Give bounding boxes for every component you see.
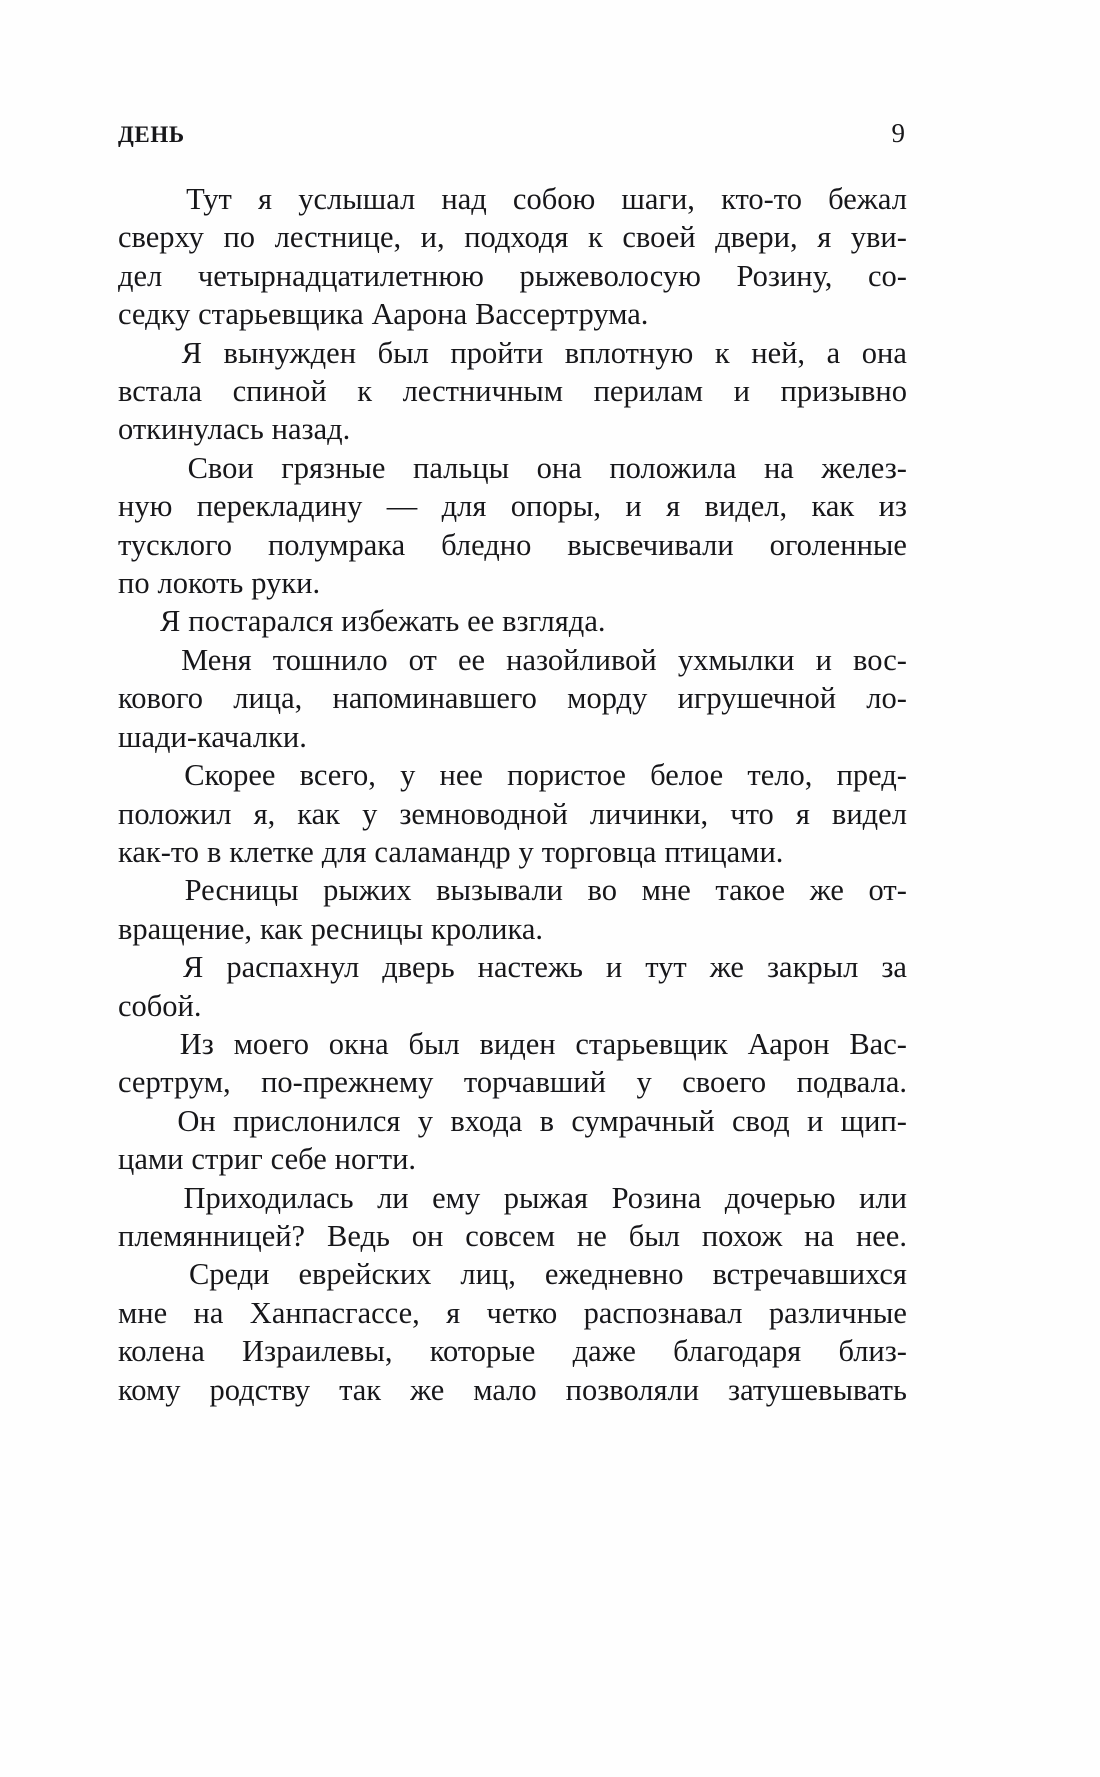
word: к [357, 374, 373, 409]
word: ее [457, 642, 486, 677]
word: кому [118, 1372, 181, 1407]
word: лиц, [460, 1257, 516, 1292]
word: в [539, 1103, 554, 1138]
word: пройти [450, 335, 544, 370]
word: мне [118, 1295, 168, 1330]
word: опоры, [510, 489, 601, 524]
paragraph-indent [118, 756, 160, 794]
word: тошнило [272, 642, 388, 677]
word: ему [432, 1180, 481, 1215]
word: лица, [233, 681, 303, 716]
word: же [809, 873, 844, 908]
text-line [118, 1332, 907, 1370]
word: Розина [611, 1180, 702, 1215]
word: входа [450, 1103, 523, 1138]
word: и, [420, 220, 445, 255]
word: собою [512, 182, 596, 216]
word: сертрум, [118, 1065, 231, 1100]
word: вплотную [564, 335, 694, 370]
word: торчавший [463, 1065, 606, 1100]
word: встречавшихся [712, 1257, 907, 1292]
word: четырнадцатилетнюю [197, 258, 484, 293]
word: и [605, 950, 623, 985]
word: к [714, 335, 730, 370]
word: на [804, 1218, 835, 1253]
word: такое [715, 873, 786, 908]
running-head-title: ДЕНЬ [118, 122, 185, 147]
word: Ханпасгассе, [249, 1295, 420, 1330]
paragraph-indent [118, 1025, 160, 1063]
word: дочерью [724, 1180, 836, 1215]
word: дверь [382, 950, 455, 985]
text-line [118, 449, 907, 487]
text-line [118, 679, 907, 717]
line-text: откинулась назад. [118, 412, 351, 447]
word: от- [868, 873, 907, 908]
word: и [733, 374, 750, 409]
word: над [441, 182, 487, 216]
word: Скорее [184, 758, 276, 793]
text-line [118, 987, 907, 1025]
word: для [441, 489, 487, 524]
word: двери, [715, 220, 798, 255]
text-line [118, 641, 907, 679]
text-line [118, 871, 907, 909]
word: грязные [281, 450, 386, 485]
word: своего [682, 1065, 767, 1100]
line-text: цами стриг себе ногти. [118, 1142, 417, 1177]
word: не [576, 1218, 607, 1253]
paragraph [118, 641, 907, 756]
paragraph [118, 1025, 907, 1102]
word: ную [118, 489, 173, 524]
word: у [362, 796, 378, 831]
word: напоминавшего [332, 681, 537, 716]
text-line [118, 756, 907, 794]
word: пред- [836, 758, 907, 793]
text-line [118, 1063, 907, 1101]
word: белое [650, 758, 724, 793]
line-text: шади-качалки. [118, 719, 307, 754]
word: тусклого [118, 527, 233, 562]
word: она [536, 450, 582, 485]
text-line [118, 1294, 907, 1332]
word: так [339, 1372, 382, 1407]
word: ежедневно [544, 1257, 684, 1292]
word: я [258, 182, 273, 216]
word: рыжих [323, 873, 412, 908]
word: бежал [828, 182, 907, 216]
word: видел, [704, 489, 788, 524]
word: был [377, 335, 429, 370]
word: бледно [441, 527, 532, 562]
word: Ведь [327, 1218, 390, 1253]
word: шаги, [621, 182, 695, 216]
page-number: 9 [891, 118, 905, 148]
word: пористое [507, 758, 626, 793]
word: или [859, 1180, 907, 1215]
text-line [118, 1217, 907, 1255]
word: перилам [593, 374, 704, 409]
word: Из [179, 1026, 214, 1061]
text-line [118, 910, 907, 948]
word: тело, [747, 758, 813, 793]
word: к [587, 220, 603, 255]
word: по-прежнему [261, 1065, 434, 1100]
text-line [118, 526, 907, 564]
paragraph [118, 1102, 907, 1179]
text-line [118, 948, 907, 986]
text-line [118, 180, 907, 218]
word: полумрака [267, 527, 406, 562]
text-line [118, 257, 907, 295]
text-line [118, 1371, 907, 1409]
word: мне [641, 873, 691, 908]
word: высвечивали [567, 527, 734, 562]
text-line [118, 602, 907, 640]
word: Израилевы, [242, 1334, 393, 1369]
word: тут [645, 950, 687, 985]
word: ней, [751, 335, 806, 370]
word: распознавал [583, 1295, 743, 1330]
word: старьевщик [575, 1026, 728, 1061]
word: и [815, 642, 832, 677]
word: Розину, [736, 258, 833, 293]
word: Тут [186, 182, 232, 216]
text-line [118, 410, 907, 448]
word: у [636, 1065, 652, 1100]
word: рыжая [503, 1180, 589, 1215]
text-line [118, 487, 907, 525]
line-text: по локоть руки. [118, 566, 321, 601]
word: затушевывать [728, 1372, 907, 1407]
word: желез- [821, 450, 907, 485]
word: игрушечной [677, 681, 837, 716]
word: которые [429, 1334, 536, 1369]
word: я [817, 220, 832, 255]
text-line [118, 1179, 907, 1217]
word: положил [118, 796, 232, 831]
word: вызывали [436, 873, 563, 908]
word: Я [181, 335, 202, 370]
word: Среди [188, 1257, 270, 1292]
paragraph-indent [118, 449, 160, 487]
text-line [118, 833, 907, 871]
paragraph-indent [118, 641, 160, 679]
word: близ- [838, 1334, 907, 1369]
word: сверху [118, 220, 204, 255]
word: она [861, 335, 907, 370]
word: во [587, 873, 617, 908]
paragraph-indent [118, 180, 160, 218]
line-text: Я постарался избежать ее взгляда. [160, 604, 606, 639]
word: я [795, 796, 810, 831]
word: у [400, 758, 416, 793]
word: моего [233, 1026, 310, 1061]
word: был [628, 1218, 680, 1253]
word: был [408, 1026, 460, 1061]
word: своей [622, 220, 696, 255]
word: совсем [465, 1218, 556, 1253]
text-line [118, 218, 907, 256]
word: у [417, 1103, 433, 1138]
word: еврейских [298, 1257, 432, 1292]
text-line [118, 795, 907, 833]
line-text: собой. [118, 988, 202, 1023]
word: земноводной [399, 796, 568, 831]
word: подвала. [796, 1065, 907, 1100]
word: на [763, 450, 794, 485]
word: Свои [187, 450, 254, 485]
word: уви- [850, 220, 907, 255]
word: лестнице, [274, 220, 402, 255]
paragraph [118, 602, 907, 640]
line-text: вращение, как ресницы кролика. [118, 911, 544, 946]
word: окна [328, 1026, 389, 1061]
word: подходя [464, 220, 569, 255]
text-line [118, 1025, 907, 1063]
line-text: как-то в клетке для саламандр у торговца птицами. [118, 834, 784, 869]
word: ли [377, 1180, 409, 1215]
word: на [193, 1295, 224, 1330]
paragraph-indent [118, 1255, 160, 1293]
word: со- [868, 258, 907, 293]
word: спиной [232, 374, 327, 409]
word: перекладину [196, 489, 363, 524]
word: как [811, 489, 855, 524]
word: назойливой [506, 642, 657, 677]
word: щип- [840, 1103, 907, 1138]
word: от [408, 642, 437, 677]
word: морду [567, 681, 648, 716]
word: он [411, 1218, 444, 1253]
word: Я [183, 950, 204, 985]
word: похож [701, 1218, 783, 1253]
running-head [118, 118, 905, 152]
word: всего, [299, 758, 376, 793]
paragraph [118, 1255, 907, 1409]
word: ло- [866, 681, 907, 716]
text-line [118, 372, 907, 410]
word: нее. [855, 1218, 907, 1253]
word: ухмылки [677, 642, 795, 677]
word: по [223, 220, 256, 255]
word: мало [473, 1372, 537, 1407]
word: благодаря [673, 1334, 802, 1369]
word: положила [609, 450, 737, 485]
word: как [297, 796, 340, 831]
text-line [118, 295, 907, 333]
text-line [118, 1140, 907, 1178]
word: родству [209, 1372, 311, 1407]
paragraph [118, 1179, 907, 1256]
word: я [446, 1295, 461, 1330]
word: что [730, 796, 774, 831]
word: дел [118, 258, 163, 293]
word: виден [479, 1026, 556, 1061]
word: четко [486, 1295, 558, 1330]
word: нее [439, 758, 483, 793]
word: Ресницы [184, 873, 299, 908]
paragraph [118, 871, 907, 948]
paragraph-indent [118, 1179, 160, 1217]
word: из [878, 489, 907, 524]
paragraph [118, 756, 907, 871]
word: призывно [780, 374, 907, 409]
word: лестничным [402, 374, 564, 409]
word: различные [768, 1295, 907, 1330]
paragraph [118, 334, 907, 449]
word: услышал [298, 182, 416, 216]
word: свод [732, 1103, 790, 1138]
word: — [386, 489, 418, 524]
word: видел [831, 796, 907, 831]
word: встала [118, 374, 203, 409]
word: кто-то [721, 182, 802, 216]
word: личинки, [589, 796, 709, 831]
paragraph [118, 948, 907, 1025]
word: а [826, 335, 841, 370]
word: прислонился [233, 1103, 401, 1138]
word: Меня [181, 642, 252, 677]
word: племянницей? [118, 1218, 306, 1253]
word: же [410, 1372, 445, 1407]
word: Он [177, 1103, 216, 1138]
word: даже [572, 1334, 636, 1369]
word: вынужден [223, 335, 357, 370]
word: Вас- [849, 1026, 907, 1061]
word: же [709, 950, 744, 985]
word: и [806, 1103, 824, 1138]
word: колена [118, 1334, 205, 1369]
word: пальцы [413, 450, 510, 485]
text-line [118, 718, 907, 756]
paragraph-indent [118, 334, 160, 372]
word: рыжеволосую [519, 258, 701, 293]
word: закрыл [766, 950, 859, 985]
word: Аарон [747, 1026, 830, 1061]
word: Приходилась [183, 1180, 354, 1215]
word: я, [253, 796, 276, 831]
word: вос- [853, 642, 907, 677]
word: и [625, 489, 642, 524]
word: оголенные [769, 527, 907, 562]
word: сумрачный [571, 1103, 715, 1138]
paragraph-indent [118, 948, 160, 986]
paragraph [118, 449, 907, 603]
text-line [118, 1102, 907, 1140]
word: кового [118, 681, 203, 716]
text-line [118, 564, 907, 602]
paragraph-indent [118, 871, 160, 909]
word: позволяли [565, 1372, 700, 1407]
text-line [118, 1255, 907, 1293]
paragraph-indent [118, 1102, 160, 1140]
word: за [881, 950, 907, 985]
word: я [666, 489, 681, 524]
text-line [118, 334, 907, 372]
paragraph [118, 180, 907, 334]
word: настежь [477, 950, 583, 985]
body-text-block [118, 180, 907, 1409]
word: распахнул [226, 950, 360, 985]
line-text: седку старьевщика Аарона Вассертрума. [118, 297, 649, 332]
